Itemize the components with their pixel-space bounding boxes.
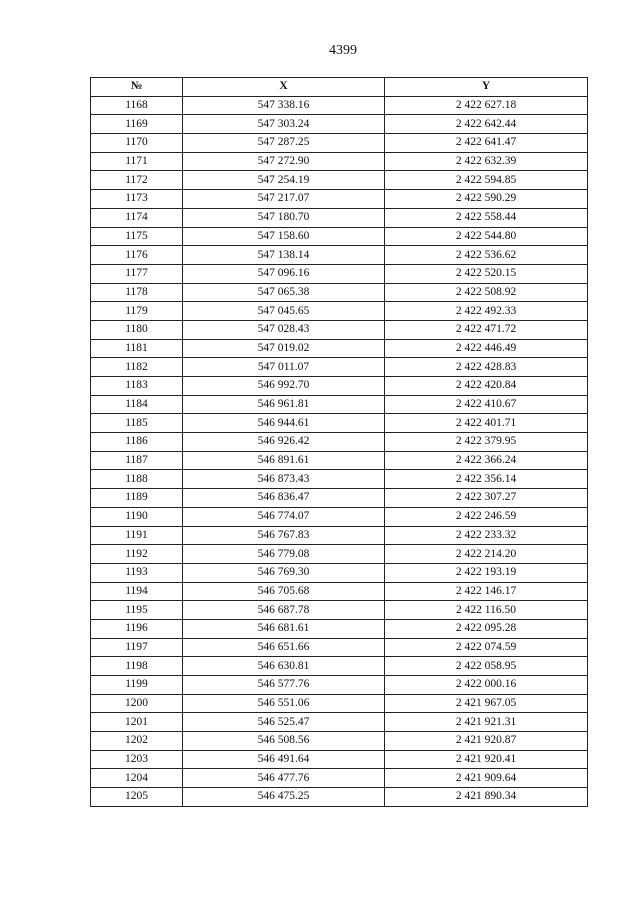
cell-y: 2 422 520.15 <box>385 264 588 283</box>
cell-x: 546 836.47 <box>183 489 385 508</box>
cell-number: 1198 <box>91 657 183 676</box>
table-row <box>91 115 588 134</box>
cell-y: 2 422 307.27 <box>385 489 588 508</box>
cell-y: 2 421 920.87 <box>385 732 588 751</box>
cell-number: 1194 <box>91 582 183 601</box>
table-row <box>91 171 588 190</box>
cell-x: 546 705.68 <box>183 582 385 601</box>
cell-y: 2 421 921.31 <box>385 713 588 732</box>
cell-number: 1197 <box>91 638 183 657</box>
cell-y: 2 422 642.44 <box>385 115 588 134</box>
cell-x: 546 525.47 <box>183 713 385 732</box>
cell-number: 1199 <box>91 676 183 695</box>
cell-y: 2 421 909.64 <box>385 769 588 788</box>
table-row <box>91 526 588 545</box>
cell-y: 2 422 379.95 <box>385 433 588 452</box>
cell-number: 1195 <box>91 601 183 620</box>
cell-x: 546 769.30 <box>183 563 385 582</box>
cell-x: 546 992.70 <box>183 377 385 396</box>
table-row <box>91 545 588 564</box>
cell-number: 1175 <box>91 227 183 246</box>
cell-y: 2 422 471.72 <box>385 320 588 339</box>
table-row <box>91 134 588 153</box>
cell-x: 546 651.66 <box>183 638 385 657</box>
table-row <box>91 96 588 115</box>
cell-number: 1201 <box>91 713 183 732</box>
cell-number: 1178 <box>91 283 183 302</box>
cell-number: 1204 <box>91 769 183 788</box>
table-row <box>91 152 588 171</box>
cell-y: 2 422 446.49 <box>385 339 588 358</box>
header-y: Y <box>385 78 588 97</box>
table-row <box>91 676 588 695</box>
cell-x: 546 477.76 <box>183 769 385 788</box>
cell-y: 2 422 641.47 <box>385 134 588 153</box>
cell-number: 1188 <box>91 470 183 489</box>
cell-number: 1169 <box>91 115 183 134</box>
cell-x: 547 254.19 <box>183 171 385 190</box>
cell-x: 547 338.16 <box>183 96 385 115</box>
cell-number: 1176 <box>91 246 183 265</box>
cell-y: 2 422 632.39 <box>385 152 588 171</box>
table-row <box>91 694 588 713</box>
cell-x: 546 944.61 <box>183 414 385 433</box>
cell-y: 2 422 146.17 <box>385 582 588 601</box>
cell-x: 546 873.43 <box>183 470 385 489</box>
cell-y: 2 422 428.83 <box>385 358 588 377</box>
header-x: X <box>183 78 385 97</box>
table-row <box>91 470 588 489</box>
cell-x: 547 045.65 <box>183 302 385 321</box>
table-row <box>91 395 588 414</box>
cell-x: 546 630.81 <box>183 657 385 676</box>
cell-x: 546 767.83 <box>183 526 385 545</box>
table-row <box>91 208 588 227</box>
cell-number: 1190 <box>91 507 183 526</box>
cell-y: 2 422 074.59 <box>385 638 588 657</box>
cell-y: 2 422 356.14 <box>385 470 588 489</box>
cell-y: 2 421 920.41 <box>385 750 588 769</box>
cell-x: 547 096.16 <box>183 264 385 283</box>
cell-number: 1192 <box>91 545 183 564</box>
cell-number: 1173 <box>91 190 183 209</box>
cell-y: 2 422 116.50 <box>385 601 588 620</box>
cell-x: 547 217.07 <box>183 190 385 209</box>
cell-number: 1184 <box>91 395 183 414</box>
cell-x: 546 774.07 <box>183 507 385 526</box>
cell-number: 1185 <box>91 414 183 433</box>
cell-y: 2 422 095.28 <box>385 619 588 638</box>
table-row <box>91 563 588 582</box>
cell-x: 547 303.24 <box>183 115 385 134</box>
table-row <box>91 601 588 620</box>
table-row <box>91 339 588 358</box>
cell-number: 1179 <box>91 302 183 321</box>
cell-number: 1177 <box>91 264 183 283</box>
table-row <box>91 358 588 377</box>
cell-y: 2 422 193.19 <box>385 563 588 582</box>
cell-x: 547 028.43 <box>183 320 385 339</box>
cell-number: 1203 <box>91 750 183 769</box>
table-row <box>91 227 588 246</box>
cell-number: 1196 <box>91 619 183 638</box>
cell-y: 2 422 627.18 <box>385 96 588 115</box>
cell-y: 2 422 366.24 <box>385 451 588 470</box>
table-row <box>91 433 588 452</box>
cell-y: 2 422 410.67 <box>385 395 588 414</box>
cell-x: 546 491.64 <box>183 750 385 769</box>
cell-y: 2 422 058.95 <box>385 657 588 676</box>
cell-y: 2 422 492.33 <box>385 302 588 321</box>
table-row <box>91 302 588 321</box>
cell-number: 1186 <box>91 433 183 452</box>
cell-y: 2 422 000.16 <box>385 676 588 695</box>
table-row <box>91 190 588 209</box>
table-row <box>91 320 588 339</box>
cell-y: 2 422 594.85 <box>385 171 588 190</box>
cell-number: 1189 <box>91 489 183 508</box>
table-row <box>91 750 588 769</box>
cell-y: 2 422 420.84 <box>385 377 588 396</box>
table-row <box>91 414 588 433</box>
cell-x: 546 681.61 <box>183 619 385 638</box>
coordinates-table <box>90 77 588 807</box>
table-row <box>91 246 588 265</box>
table-row <box>91 788 588 807</box>
cell-x: 546 508.56 <box>183 732 385 751</box>
cell-number: 1170 <box>91 134 183 153</box>
cell-number: 1174 <box>91 208 183 227</box>
cell-y: 2 421 890.34 <box>385 788 588 807</box>
table-row <box>91 732 588 751</box>
cell-x: 547 158.60 <box>183 227 385 246</box>
cell-number: 1200 <box>91 694 183 713</box>
page-number: 4399 <box>329 43 357 58</box>
cell-x: 547 180.70 <box>183 208 385 227</box>
table-row <box>91 377 588 396</box>
cell-x: 546 687.78 <box>183 601 385 620</box>
cell-number: 1205 <box>91 788 183 807</box>
cell-x: 546 961.81 <box>183 395 385 414</box>
cell-x: 546 577.76 <box>183 676 385 695</box>
cell-x: 547 065.38 <box>183 283 385 302</box>
table-row <box>91 451 588 470</box>
cell-x: 547 287.25 <box>183 134 385 153</box>
table-row <box>91 264 588 283</box>
cell-x: 546 779.08 <box>183 545 385 564</box>
cell-y: 2 422 214.20 <box>385 545 588 564</box>
cell-y: 2 421 967.05 <box>385 694 588 713</box>
table-row <box>91 619 588 638</box>
table-row <box>91 283 588 302</box>
cell-number: 1193 <box>91 563 183 582</box>
cell-number: 1180 <box>91 320 183 339</box>
cell-number: 1168 <box>91 96 183 115</box>
table-row <box>91 713 588 732</box>
table-row <box>91 507 588 526</box>
cell-number: 1202 <box>91 732 183 751</box>
cell-x: 547 011.07 <box>183 358 385 377</box>
table-header-row <box>91 78 588 97</box>
cell-x: 546 891.61 <box>183 451 385 470</box>
cell-x: 547 138.14 <box>183 246 385 265</box>
cell-number: 1181 <box>91 339 183 358</box>
table-row <box>91 769 588 788</box>
cell-number: 1172 <box>91 171 183 190</box>
table-row <box>91 638 588 657</box>
cell-y: 2 422 544.80 <box>385 227 588 246</box>
cell-number: 1171 <box>91 152 183 171</box>
table-body <box>91 96 588 806</box>
cell-x: 546 551.06 <box>183 694 385 713</box>
table-row <box>91 489 588 508</box>
cell-number: 1191 <box>91 526 183 545</box>
table-row <box>91 582 588 601</box>
cell-x: 547 019.02 <box>183 339 385 358</box>
cell-number: 1182 <box>91 358 183 377</box>
cell-x: 547 272.90 <box>183 152 385 171</box>
cell-y: 2 422 558.44 <box>385 208 588 227</box>
cell-x: 546 475.25 <box>183 788 385 807</box>
cell-y: 2 422 401.71 <box>385 414 588 433</box>
cell-y: 2 422 590.29 <box>385 190 588 209</box>
cell-x: 546 926.42 <box>183 433 385 452</box>
cell-y: 2 422 233.32 <box>385 526 588 545</box>
cell-y: 2 422 246.59 <box>385 507 588 526</box>
table-row <box>91 657 588 676</box>
cell-y: 2 422 536.62 <box>385 246 588 265</box>
header-number: № <box>91 78 183 97</box>
cell-number: 1187 <box>91 451 183 470</box>
cell-y: 2 422 508.92 <box>385 283 588 302</box>
cell-number: 1183 <box>91 377 183 396</box>
